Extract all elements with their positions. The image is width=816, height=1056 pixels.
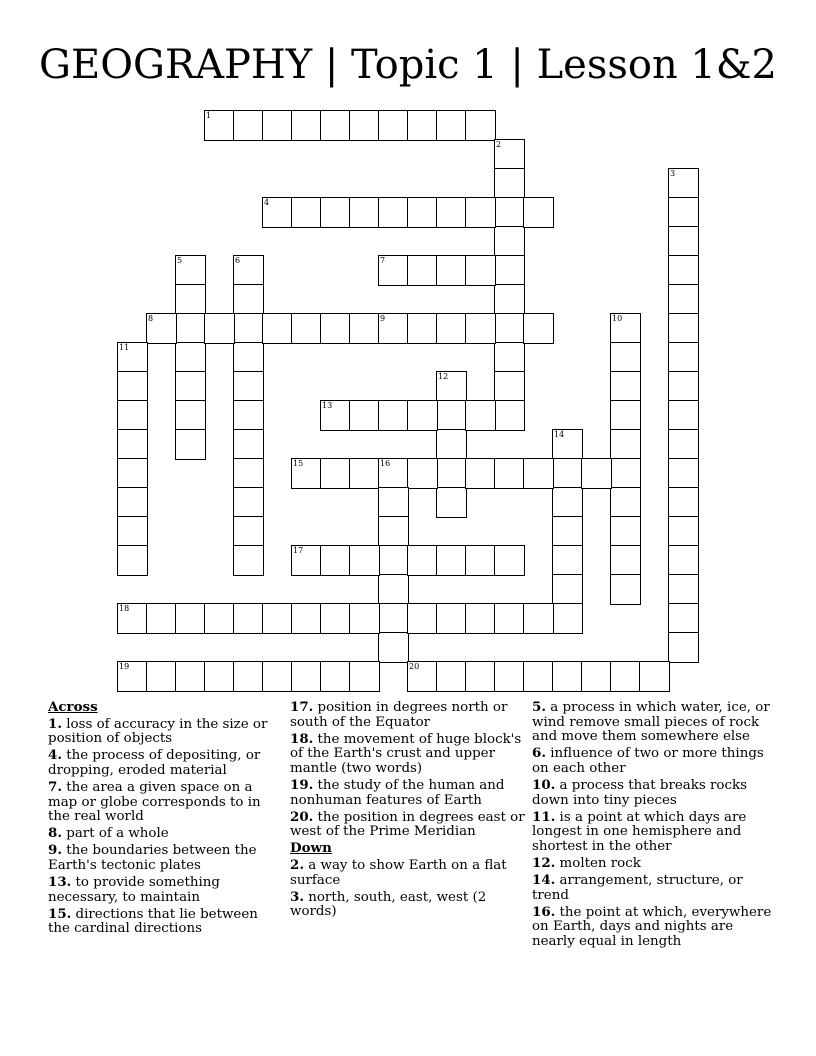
clue-item-number: 7. (48, 778, 62, 795)
grid-cell[interactable] (494, 139, 525, 170)
grid-cell[interactable] (349, 661, 380, 692)
clue-item (48, 717, 284, 747)
clue-number: 9 (380, 314, 386, 323)
grid-cell[interactable] (378, 197, 409, 228)
grid-cell[interactable] (320, 313, 351, 344)
grid-cell[interactable] (668, 574, 699, 605)
clue-item-number: 2. (290, 856, 304, 873)
grid-cell[interactable] (175, 342, 206, 373)
clue-item (290, 890, 526, 920)
grid-cell[interactable] (378, 110, 409, 141)
grid-cell[interactable] (668, 226, 699, 257)
grid-cell[interactable] (668, 429, 699, 460)
grid-cell[interactable] (349, 545, 380, 576)
grid-cell[interactable] (552, 429, 583, 460)
grid-cell[interactable] (378, 400, 409, 431)
grid-cell[interactable] (204, 313, 235, 344)
grid-cell[interactable] (378, 545, 409, 576)
grid-cell[interactable] (117, 487, 148, 518)
grid-cell[interactable] (117, 661, 148, 692)
clue-item (290, 732, 526, 777)
clue-item-number: 10. (532, 776, 556, 793)
clue-item (532, 905, 776, 950)
grid-cell[interactable] (233, 429, 264, 460)
grid-cell[interactable] (668, 632, 699, 663)
grid-cell[interactable] (146, 603, 177, 634)
grid-cell[interactable] (552, 574, 583, 605)
clue-number: 5 (177, 256, 183, 265)
grid-cell[interactable] (436, 400, 467, 431)
grid-cell[interactable] (146, 313, 177, 344)
clue-item (48, 875, 284, 905)
clues-column-3 (532, 700, 776, 951)
clue-item-number: 15. (48, 905, 72, 922)
grid-cell[interactable] (291, 545, 322, 576)
grid-cell[interactable] (117, 371, 148, 402)
clue-number: 20 (409, 662, 420, 671)
grid-cell[interactable] (320, 110, 351, 141)
grid-cell[interactable] (436, 371, 467, 402)
grid-cell[interactable] (233, 458, 264, 489)
grid-cell[interactable] (668, 400, 699, 431)
grid-cell[interactable] (291, 110, 322, 141)
grid-cell[interactable] (117, 545, 148, 576)
clue-item-text: the area a given space on a map or globe corresponds to in the real world (48, 779, 261, 825)
grid-cell[interactable] (349, 110, 380, 141)
clue-item-text: the point at which, everywhere on Earth, days and nights are nearly equal in length (532, 904, 772, 949)
clue-item (48, 907, 284, 937)
grid-cell[interactable] (204, 110, 235, 141)
clue-item-text: influence of two or more things on each other (532, 746, 764, 776)
grid-cell[interactable] (175, 313, 206, 344)
grid-cell[interactable] (668, 603, 699, 634)
clue-item-text: the study of the human and nonhuman features of Earth (290, 777, 505, 808)
grid-cell[interactable] (320, 661, 351, 692)
grid-cell[interactable] (552, 516, 583, 547)
grid-cell[interactable] (494, 197, 525, 228)
grid-cell[interactable] (320, 458, 351, 489)
grid-cell[interactable] (349, 458, 380, 489)
grid-cell[interactable] (233, 487, 264, 518)
grid-cell[interactable] (407, 400, 438, 431)
grid-cell[interactable] (233, 255, 264, 286)
grid-cell[interactable] (494, 342, 525, 373)
grid-cell[interactable] (668, 487, 699, 518)
grid-cell[interactable] (494, 255, 525, 286)
grid-cell[interactable] (436, 110, 467, 141)
grid-cell[interactable] (610, 574, 641, 605)
clue-item (48, 826, 284, 842)
grid-cell[interactable] (465, 545, 496, 576)
grid-cell[interactable] (320, 197, 351, 228)
grid-cell[interactable] (610, 313, 641, 344)
clue-item-text: a process in which water, ice, or wind remove small pieces of rock and move them somewhere else (532, 700, 770, 745)
grid-cell[interactable] (262, 197, 293, 228)
grid-cell[interactable] (523, 458, 554, 489)
grid-cell[interactable] (291, 197, 322, 228)
grid-cell[interactable] (494, 545, 525, 576)
grid-cell[interactable] (523, 313, 554, 344)
grid-cell[interactable] (494, 603, 525, 634)
clue-number: 13 (322, 401, 333, 410)
grid-cell[interactable] (523, 197, 554, 228)
grid-cell[interactable] (407, 603, 438, 634)
clue-item-text: north, south, east, west (2 words) (290, 889, 487, 920)
grid-cell[interactable] (610, 545, 641, 576)
page-title: GEOGRAPHY | Topic 1 | Lesson 1&2 (39, 42, 777, 88)
grid-cell[interactable] (117, 516, 148, 547)
grid-cell[interactable] (233, 603, 264, 634)
clue-item (290, 810, 526, 840)
clue-number: 8 (148, 314, 154, 323)
grid-cell[interactable] (378, 487, 409, 518)
clue-item-text: arrangement, structure, or trend (532, 873, 743, 903)
clue-item (532, 778, 776, 808)
grid-cell[interactable] (117, 458, 148, 489)
grid-cell[interactable] (668, 255, 699, 286)
clue-item-number: 9. (48, 842, 62, 859)
clue-item-text: to provide something necessary, to maintain (48, 875, 220, 905)
clue-item-text: loss of accuracy in the size or position of objects (48, 716, 268, 747)
clue-item-text: part of a whole (61, 826, 169, 842)
grid-cell[interactable] (639, 661, 670, 692)
grid-cell[interactable] (349, 400, 380, 431)
grid-cell[interactable] (320, 545, 351, 576)
grid-cell[interactable] (494, 458, 525, 489)
clues-column-2 (290, 700, 526, 921)
clue-item-text: the process of depositing, or dropping, eroded material (48, 748, 261, 778)
grid-cell[interactable] (494, 313, 525, 344)
clue-item-number: 8. (48, 825, 62, 842)
clue-item (532, 810, 776, 855)
grid-cell[interactable] (436, 603, 467, 634)
grid-cell[interactable] (610, 458, 641, 489)
grid-cell[interactable] (610, 661, 641, 692)
grid-cell[interactable] (465, 255, 496, 286)
clue-number: 17 (293, 546, 304, 555)
clue-item (48, 748, 284, 778)
grid-cell[interactable] (378, 458, 409, 489)
grid-cell[interactable] (552, 661, 583, 692)
clue-item-number: 3. (290, 888, 304, 905)
clue-number: 1 (206, 111, 212, 120)
grid-cell[interactable] (436, 661, 467, 692)
grid-cell[interactable] (436, 255, 467, 286)
grid-cell[interactable] (204, 603, 235, 634)
grid-cell[interactable] (494, 226, 525, 257)
grid-cell[interactable] (610, 342, 641, 373)
grid-cell[interactable] (262, 661, 293, 692)
grid-cell[interactable] (378, 313, 409, 344)
clue-number: 18 (119, 604, 130, 613)
clue-item (48, 780, 284, 825)
grid-cell[interactable] (407, 545, 438, 576)
clue-item-number: 5. (532, 699, 546, 715)
clue-number: 19 (119, 662, 130, 671)
grid-cell[interactable] (233, 284, 264, 315)
grid-cell[interactable] (494, 400, 525, 431)
grid-cell[interactable] (233, 371, 264, 402)
grid-cell[interactable] (146, 661, 177, 692)
grid-cell[interactable] (291, 603, 322, 634)
grid-cell[interactable] (668, 342, 699, 373)
grid-cell[interactable] (233, 110, 264, 141)
grid-cell[interactable] (175, 429, 206, 460)
grid-cell[interactable] (349, 603, 380, 634)
grid-cell[interactable] (552, 487, 583, 518)
clue-number: 6 (235, 256, 241, 265)
grid-cell[interactable] (610, 487, 641, 518)
grid-cell[interactable] (407, 313, 438, 344)
grid-cell[interactable] (465, 197, 496, 228)
grid-cell[interactable] (378, 632, 409, 663)
clue-item-text: the boundaries between the Earth's tectonic plates (48, 843, 257, 873)
grid-cell[interactable] (407, 255, 438, 286)
grid-cell[interactable] (378, 574, 409, 605)
grid-cell[interactable] (668, 168, 699, 199)
clue-number: 3 (670, 169, 676, 178)
grid-cell[interactable] (117, 400, 148, 431)
grid-cell[interactable] (436, 487, 467, 518)
clue-item-number: 19. (290, 776, 314, 793)
clue-item (48, 843, 284, 873)
clue-item-text: a way to show Earth on a flat surface (290, 857, 507, 888)
grid-cell[interactable] (494, 661, 525, 692)
grid-cell[interactable] (523, 661, 554, 692)
grid-cell[interactable] (262, 603, 293, 634)
clue-item-number: 14. (532, 872, 556, 889)
grid-cell[interactable] (581, 661, 612, 692)
clue-item (290, 858, 526, 888)
clue-item-number: 4. (48, 747, 62, 764)
clue-item (532, 873, 776, 903)
grid-cell[interactable] (175, 255, 206, 286)
grid-cell[interactable] (465, 313, 496, 344)
grid-cell[interactable] (494, 284, 525, 315)
clue-item-text: a process that breaks rocks down into tiny pieces (532, 777, 747, 808)
grid-cell[interactable] (552, 458, 583, 489)
grid-cell[interactable] (407, 458, 438, 489)
clue-item-text: the movement of huge block's of the Earth's crust and upper mantle (two words) (290, 731, 522, 776)
clue-number: 7 (380, 256, 386, 265)
grid-cell[interactable] (610, 400, 641, 431)
grid-cell[interactable] (320, 603, 351, 634)
grid-cell[interactable] (668, 313, 699, 344)
down-heading: Down (290, 840, 332, 857)
grid-cell[interactable] (262, 110, 293, 141)
grid-cell[interactable] (465, 603, 496, 634)
grid-cell[interactable] (378, 603, 409, 634)
clue-item (532, 746, 776, 776)
clue-item-number: 6. (532, 745, 546, 762)
clues-column-1 (48, 700, 284, 938)
grid-cell[interactable] (175, 371, 206, 402)
grid-cell[interactable] (175, 284, 206, 315)
clue-item-number: 1. (48, 715, 62, 732)
grid-cell[interactable] (117, 429, 148, 460)
across-heading: Across (48, 699, 98, 715)
grid-cell[interactable] (117, 342, 148, 373)
grid-cell[interactable] (668, 458, 699, 489)
grid-cell[interactable] (552, 603, 583, 634)
clue-item-text: directions that lie between the cardinal directions (48, 906, 258, 937)
grid-cell[interactable] (465, 110, 496, 141)
grid-cell[interactable] (291, 313, 322, 344)
grid-cell[interactable] (175, 400, 206, 431)
clue-number: 4 (264, 198, 270, 207)
clue-item-text: the position in degrees east or west of the Prime Meridian (290, 809, 525, 840)
grid-cell[interactable] (465, 458, 496, 489)
clue-item-number: 13. (48, 874, 72, 891)
clue-number: 2 (496, 140, 502, 149)
clue-item-number: 18. (290, 730, 314, 747)
grid-cell[interactable] (494, 168, 525, 199)
grid-cell[interactable] (407, 661, 438, 692)
grid-cell[interactable] (262, 313, 293, 344)
clue-item-number: 12. (532, 854, 556, 871)
grid-cell[interactable] (465, 400, 496, 431)
grid-cell[interactable] (552, 545, 583, 576)
grid-cell[interactable] (407, 197, 438, 228)
grid-cell[interactable] (465, 661, 496, 692)
grid-cell[interactable] (668, 516, 699, 547)
clue-item-number: 17. (290, 699, 314, 715)
clue-item-number: 20. (290, 808, 314, 825)
clue-number: 12 (438, 372, 449, 381)
grid-cell[interactable] (668, 197, 699, 228)
clue-number: 11 (119, 343, 130, 352)
grid-cell[interactable] (175, 603, 206, 634)
grid-cell[interactable] (378, 516, 409, 547)
clue-number: 10 (612, 314, 623, 323)
clue-item (532, 856, 776, 872)
grid-cell[interactable] (378, 255, 409, 286)
clue-number: 15 (293, 459, 304, 468)
clue-item-text: is a point at which days are longest in one hemisphere and shortest in the other (532, 809, 747, 854)
clue-item (290, 700, 526, 730)
grid-cell[interactable] (349, 313, 380, 344)
grid-cell[interactable] (581, 458, 612, 489)
grid-cell[interactable] (233, 545, 264, 576)
clue-item (290, 778, 526, 808)
grid-cell[interactable] (233, 516, 264, 547)
grid-cell[interactable] (523, 603, 554, 634)
grid-cell[interactable] (610, 429, 641, 460)
grid-cell[interactable] (436, 545, 467, 576)
grid-cell[interactable] (436, 197, 467, 228)
grid-cell[interactable] (233, 661, 264, 692)
clue-item-text: position in degrees north or south of the Equator (290, 700, 508, 730)
clue-item-number: 16. (532, 903, 556, 920)
clue-number: 14 (554, 430, 565, 439)
grid-cell[interactable] (668, 545, 699, 576)
grid-cell[interactable] (494, 371, 525, 402)
grid-cell[interactable] (436, 429, 467, 460)
grid-cell[interactable] (668, 371, 699, 402)
grid-cell[interactable] (117, 603, 148, 634)
grid-cell[interactable] (407, 110, 438, 141)
clue-item-number: 11. (532, 808, 556, 825)
grid-cell[interactable] (175, 661, 206, 692)
grid-cell[interactable] (233, 342, 264, 373)
grid-cell[interactable] (233, 313, 264, 344)
grid-cell[interactable] (320, 400, 351, 431)
grid-cell[interactable] (204, 661, 235, 692)
grid-cell[interactable] (610, 371, 641, 402)
grid-cell[interactable] (610, 516, 641, 547)
grid-cell[interactable] (436, 313, 467, 344)
clue-number: 16 (380, 459, 391, 468)
clue-item-text: molten rock (555, 855, 641, 871)
grid-cell[interactable] (291, 661, 322, 692)
grid-cell[interactable] (349, 197, 380, 228)
grid-cell[interactable] (291, 458, 322, 489)
grid-cell[interactable] (436, 458, 467, 489)
grid-cell[interactable] (668, 284, 699, 315)
grid-cell[interactable] (233, 400, 264, 431)
clue-item (532, 700, 776, 745)
